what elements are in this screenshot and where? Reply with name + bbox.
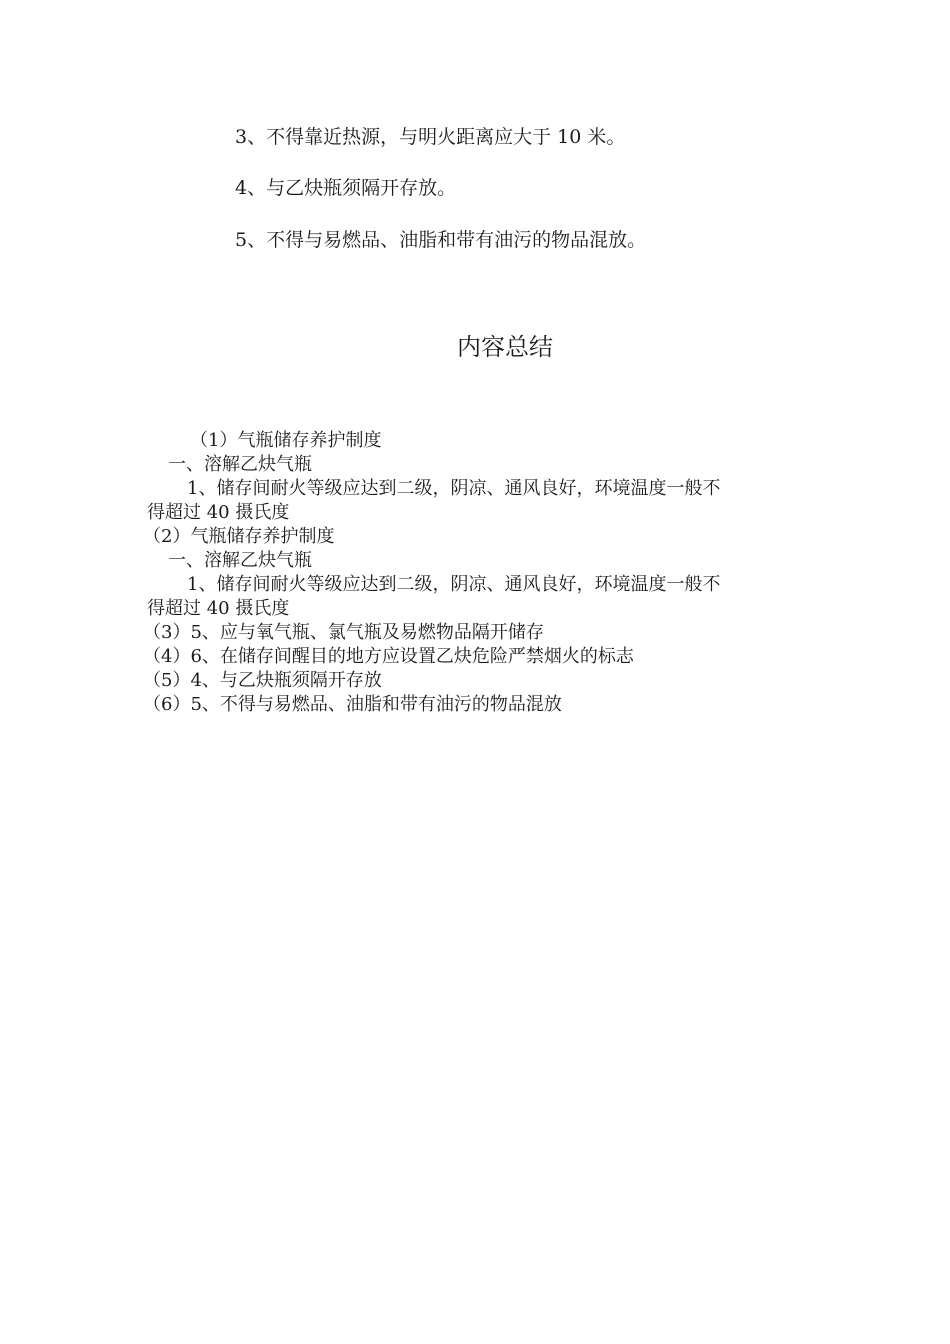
summary-line: 得超过 40 摄氏度 bbox=[147, 598, 290, 619]
summary-line: 1、储存间耐火等级应达到二级，阴凉、通风良好，环境温度一般不 bbox=[187, 574, 721, 595]
summary-title: 内容总结 bbox=[457, 333, 553, 361]
summary-line: （1）气瓶储存养护制度 bbox=[190, 430, 382, 451]
list-item-5: 5、不得与易燃品、油脂和带有油污的物品混放。 bbox=[235, 229, 647, 251]
summary-line: 一、溶解乙炔气瓶 bbox=[168, 454, 312, 475]
summary-line: 1、储存间耐火等级应达到二级，阴凉、通风良好，环境温度一般不 bbox=[187, 478, 721, 499]
summary-line: 得超过 40 摄氏度 bbox=[147, 502, 290, 523]
summary-line: （6）5、不得与易燃品、油脂和带有油污的物品混放 bbox=[143, 694, 562, 715]
summary-line: 一、溶解乙炔气瓶 bbox=[168, 550, 312, 571]
summary-line: （5）4、与乙炔瓶须隔开存放 bbox=[143, 670, 382, 691]
summary-line: （2）气瓶储存养护制度 bbox=[143, 526, 335, 547]
list-item-4: 4、与乙炔瓶须隔开存放。 bbox=[235, 177, 457, 199]
list-item-3: 3、不得靠近热源，与明火距离应大于 10 米。 bbox=[235, 126, 626, 148]
summary-line: （3）5、应与氧气瓶、氯气瓶及易燃物品隔开储存 bbox=[143, 622, 544, 643]
summary-line: （4）6、在储存间醒目的地方应设置乙炔危险严禁烟火的标志 bbox=[143, 646, 634, 667]
